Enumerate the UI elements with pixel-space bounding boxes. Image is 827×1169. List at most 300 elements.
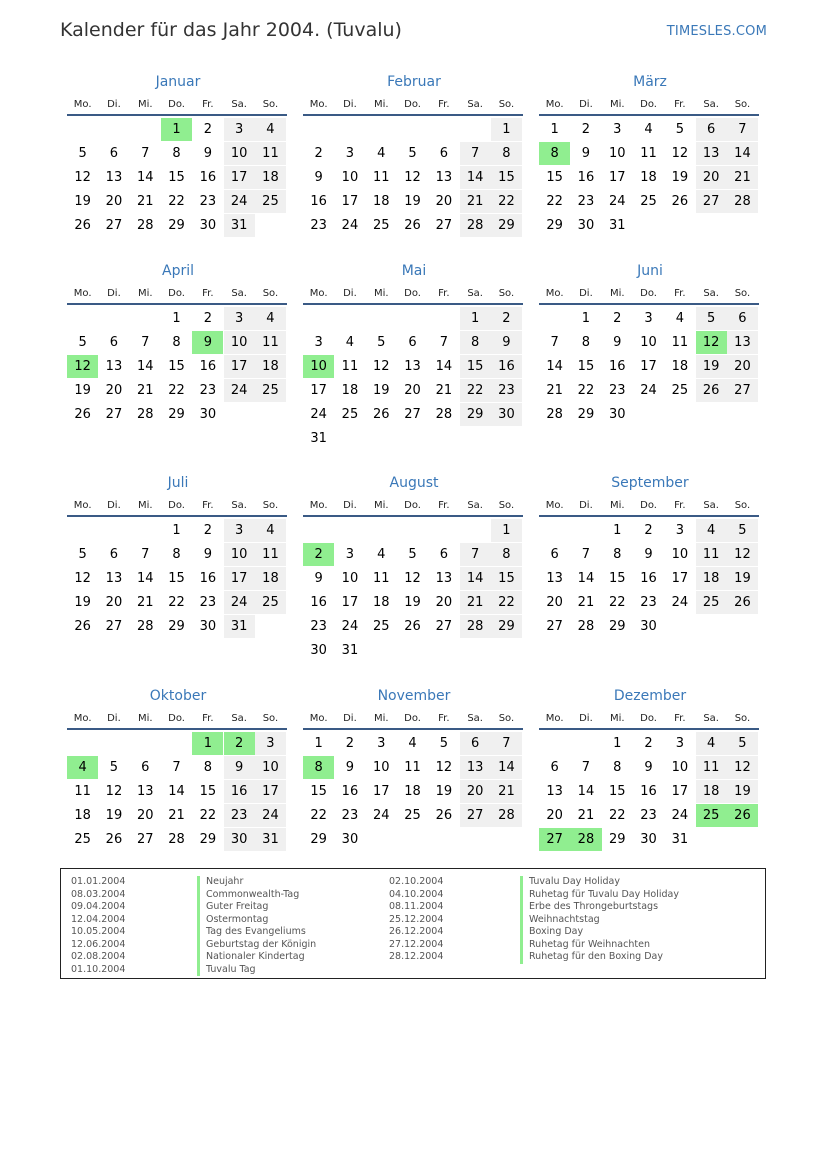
day-cell: 25 — [372, 218, 390, 233]
day-cell: 30 — [199, 218, 217, 233]
day-cell: 30 — [310, 643, 327, 658]
month-name: Januar — [155, 74, 201, 90]
day-cell: 5 — [109, 760, 119, 775]
legend-date: 02.10.2004 — [389, 876, 444, 887]
weekday-header: Fr. — [674, 99, 686, 110]
day-cell: 4 — [408, 736, 417, 751]
weekday-header: Di. — [579, 713, 593, 724]
holiday-day-cell: 4 — [67, 756, 98, 779]
day-cell: 19 — [74, 595, 91, 610]
day-cell: 11 — [255, 543, 286, 566]
day-cell: 3 — [345, 146, 355, 161]
day-cell: 6 — [109, 335, 119, 350]
day-cell: 7 — [460, 543, 491, 566]
day-cell: 5 — [727, 519, 758, 542]
day-cell: 27 — [404, 407, 421, 422]
day-cell: 5 — [78, 335, 87, 350]
day-cell: 30 — [341, 832, 359, 847]
day-cell: 23 — [199, 194, 217, 209]
day-cell: 7 — [581, 547, 591, 562]
day-cell: 8 — [613, 547, 622, 562]
day-cell: 3 — [613, 122, 622, 137]
day-cell: 5 — [727, 732, 758, 755]
day-cell: 23 — [608, 383, 626, 398]
day-cell: 5 — [439, 736, 448, 751]
day-cell: 11 — [341, 359, 359, 374]
day-cell: 18 — [696, 780, 727, 803]
holiday-day-cell: 2 — [224, 732, 255, 755]
day-cell: 20 — [546, 808, 563, 823]
day-cell: 28 — [435, 407, 453, 422]
day-cell: 17 — [671, 571, 689, 586]
weekday-header: Mi. — [609, 500, 625, 511]
day-cell: 17 — [671, 784, 689, 799]
day-cell: 3 — [255, 732, 286, 755]
day-cell: 15 — [168, 170, 185, 185]
day-cell: 25 — [372, 619, 390, 634]
holiday-day-cell: 9 — [192, 331, 223, 354]
month-name: Mai — [401, 263, 427, 279]
day-cell: 16 — [224, 780, 255, 803]
day-cell: 19 — [404, 595, 421, 610]
day-cell: 22 — [491, 190, 522, 213]
day-cell: 27 — [435, 218, 453, 233]
weekday-header: Mo. — [73, 288, 92, 299]
day-cell: 1 — [491, 118, 522, 141]
weekday-header: Do. — [640, 288, 657, 299]
legend-holiday-name: Boxing Day — [529, 926, 584, 937]
day-cell: 5 — [696, 307, 727, 330]
day-cell: 9 — [345, 760, 355, 775]
day-cell: 27 — [136, 832, 154, 847]
weekday-header: Mo. — [309, 99, 328, 110]
day-cell: 8 — [203, 760, 212, 775]
day-cell: 20 — [435, 595, 453, 610]
month-divider — [67, 114, 287, 116]
day-cell: 31 — [341, 643, 359, 658]
day-cell: 9 — [224, 756, 255, 779]
month-name: April — [162, 263, 194, 279]
day-cell: 21 — [727, 166, 758, 189]
day-cell: 17 — [224, 567, 255, 590]
day-cell: 23 — [199, 595, 217, 610]
day-cell: 8 — [491, 543, 522, 566]
day-cell: 22 — [577, 383, 595, 398]
day-cell: 23 — [640, 595, 657, 610]
day-cell: 23 — [491, 379, 522, 402]
day-cell: 18 — [255, 567, 286, 590]
weekday-header: Sa. — [467, 713, 483, 724]
day-cell: 4 — [696, 732, 727, 755]
day-cell: 17 — [372, 784, 390, 799]
day-cell: 29 — [199, 832, 217, 847]
day-cell: 13 — [404, 359, 421, 374]
day-cell: 25 — [696, 591, 727, 614]
day-cell: 21 — [491, 780, 522, 803]
day-cell: 2 — [491, 307, 522, 330]
day-cell: 31 — [255, 828, 286, 851]
day-cell: 3 — [314, 335, 323, 350]
weekday-header: Do. — [640, 99, 657, 110]
day-cell: 28 — [136, 619, 154, 634]
day-cell: 26 — [727, 591, 758, 614]
day-cell: 23 — [310, 619, 327, 634]
weekday-header: Sa. — [703, 288, 719, 299]
day-cell: 11 — [372, 170, 390, 185]
day-cell: 2 — [644, 523, 653, 538]
day-cell: 1 — [314, 736, 323, 751]
day-cell: 10 — [224, 331, 255, 354]
month-divider — [303, 728, 523, 730]
day-cell: 30 — [608, 407, 626, 422]
day-cell: 22 — [310, 808, 327, 823]
day-cell: 21 — [168, 808, 185, 823]
holiday-day-cell: 1 — [161, 118, 192, 141]
month-name: Oktober — [149, 688, 207, 704]
month-divider — [303, 114, 523, 116]
weekday-header: Do. — [168, 288, 185, 299]
day-cell: 13 — [105, 170, 123, 185]
month-divider — [303, 303, 523, 305]
day-cell: 17 — [224, 355, 255, 378]
day-cell: 27 — [696, 190, 727, 213]
day-cell: 13 — [105, 359, 123, 374]
day-cell: 30 — [224, 828, 255, 851]
day-cell: 12 — [435, 760, 453, 775]
day-cell: 14 — [460, 567, 491, 590]
day-cell: 3 — [675, 523, 684, 538]
day-cell: 12 — [74, 170, 91, 185]
day-cell: 18 — [404, 784, 421, 799]
day-cell: 10 — [372, 760, 390, 775]
weekday-header: Fr. — [674, 713, 686, 724]
day-cell: 4 — [644, 122, 653, 137]
day-cell: 1 — [172, 523, 181, 538]
day-cell: 12 — [404, 170, 421, 185]
day-cell: 21 — [460, 190, 491, 213]
day-cell: 16 — [608, 359, 626, 374]
day-cell: 12 — [372, 359, 390, 374]
day-cell: 16 — [310, 194, 327, 209]
day-cell: 22 — [168, 194, 185, 209]
weekday-header: So. — [734, 713, 751, 724]
day-cell: 3 — [224, 307, 255, 330]
day-cell: 25 — [640, 194, 657, 209]
weekday-header: Mo. — [545, 288, 564, 299]
day-cell: 31 — [224, 615, 255, 638]
day-cell: 4 — [675, 311, 684, 326]
day-cell: 21 — [577, 808, 595, 823]
day-cell: 15 — [608, 784, 626, 799]
day-cell: 6 — [550, 760, 559, 775]
day-cell: 10 — [255, 756, 286, 779]
legend-dates-left — [71, 876, 125, 976]
day-cell: 27 — [727, 379, 758, 402]
legend-holiday-name: Guter Freitag — [206, 901, 269, 912]
day-cell: 7 — [141, 335, 150, 350]
day-cell: 18 — [696, 567, 727, 590]
day-cell: 13 — [696, 142, 727, 165]
month-divider — [67, 303, 287, 305]
weekday-header: Di. — [343, 500, 357, 511]
weekday-header: Do. — [168, 500, 185, 511]
weekday-header: Fr. — [438, 500, 450, 511]
day-cell: 20 — [546, 595, 563, 610]
legend-date: 10.05.2004 — [71, 926, 126, 937]
weekday-header: Di. — [579, 288, 593, 299]
day-cell: 18 — [640, 170, 657, 185]
day-cell: 22 — [460, 379, 491, 402]
weekday-header: So. — [498, 500, 515, 511]
day-cell: 22 — [199, 808, 217, 823]
weekday-header: Mo. — [545, 713, 564, 724]
day-cell: 14 — [577, 784, 595, 799]
day-cell: 16 — [199, 170, 217, 185]
day-cell: 12 — [105, 784, 123, 799]
weekday-header: Sa. — [231, 713, 247, 724]
day-cell: 1 — [581, 311, 591, 326]
day-cell: 11 — [640, 146, 657, 161]
day-cell: 16 — [199, 571, 217, 586]
weekday-header: Mo. — [309, 288, 328, 299]
day-cell: 24 — [640, 383, 657, 398]
day-cell: 10 — [640, 335, 657, 350]
day-cell: 29 — [460, 403, 491, 426]
day-cell: 11 — [74, 784, 91, 799]
day-cell: 2 — [203, 523, 212, 538]
legend-holiday-name: Tuvalu Tag — [206, 963, 256, 975]
day-cell: 22 — [608, 808, 626, 823]
day-cell: 7 — [460, 142, 491, 165]
day-cell: 29 — [608, 619, 626, 634]
day-cell: 4 — [696, 519, 727, 542]
weekday-header: Do. — [168, 713, 185, 724]
month-name: Dezember — [613, 688, 687, 704]
day-cell: 30 — [199, 619, 217, 634]
day-cell: 25 — [341, 407, 359, 422]
day-cell: 4 — [377, 547, 386, 562]
day-cell: 6 — [109, 146, 119, 161]
day-cell: 24 — [255, 804, 286, 827]
legend-date: 27.12.2004 — [389, 938, 444, 950]
weekday-header: Fr. — [674, 288, 686, 299]
day-cell: 20 — [105, 595, 123, 610]
day-cell: 30 — [491, 403, 522, 426]
weekday-header: Fr. — [674, 500, 686, 511]
legend-holiday-name: Ostermontag — [206, 913, 269, 925]
day-cell: 12 — [671, 146, 689, 161]
day-cell: 15 — [168, 359, 185, 374]
day-cell: 9 — [314, 571, 323, 586]
day-cell: 14 — [136, 359, 154, 374]
day-cell: 20 — [105, 194, 123, 209]
weekday-header: Mo. — [73, 99, 92, 110]
day-cell: 17 — [224, 166, 255, 189]
holiday-day-cell: 8 — [539, 142, 570, 165]
day-cell: 12 — [727, 543, 758, 566]
day-cell: 15 — [608, 571, 626, 586]
weekday-header: Sa. — [467, 99, 483, 110]
day-cell: 8 — [172, 146, 181, 161]
day-cell: 29 — [168, 407, 185, 422]
legend-holiday-name: Weihnachtstag — [529, 913, 600, 925]
day-cell: 7 — [141, 547, 150, 562]
day-cell: 20 — [460, 780, 491, 803]
day-cell: 29 — [546, 218, 563, 233]
legend-holiday-name: Nationaler Kindertag — [206, 951, 305, 962]
day-cell: 23 — [341, 808, 359, 823]
day-cell: 6 — [460, 732, 491, 755]
day-cell: 3 — [377, 736, 386, 751]
month-name: August — [389, 475, 439, 491]
legend-date: 12.04.2004 — [71, 913, 126, 925]
day-cell: 28 — [727, 190, 758, 213]
day-cell: 26 — [74, 218, 91, 233]
day-cell: 28 — [460, 615, 491, 638]
weekday-header: Mi. — [609, 713, 625, 724]
day-cell: 20 — [696, 166, 727, 189]
day-cell: 24 — [224, 190, 255, 213]
day-cell: 11 — [696, 543, 727, 566]
day-cell: 9 — [491, 331, 522, 354]
day-cell: 24 — [671, 595, 689, 610]
day-cell: 22 — [608, 595, 626, 610]
day-cell: 19 — [727, 780, 758, 803]
legend-holiday-name: Geburtstag der Königin — [206, 938, 317, 950]
day-cell: 17 — [608, 170, 626, 185]
legend-names-left — [197, 876, 316, 976]
day-cell: 25 — [671, 383, 689, 398]
legend-dates-right — [389, 876, 443, 964]
day-cell: 5 — [78, 146, 87, 161]
day-cell: 1 — [550, 122, 559, 137]
weekday-header: Di. — [579, 500, 593, 511]
day-cell: 26 — [372, 407, 390, 422]
legend-date: 28.12.2004 — [389, 951, 444, 962]
day-cell: 15 — [168, 571, 185, 586]
day-cell: 15 — [491, 567, 522, 590]
weekday-header: Mo. — [545, 99, 564, 110]
day-cell: 26 — [105, 832, 123, 847]
day-cell: 18 — [255, 166, 286, 189]
day-cell: 29 — [168, 218, 185, 233]
holiday-day-cell: 1 — [192, 732, 223, 755]
weekday-header: Fr. — [438, 288, 450, 299]
weekday-header: So. — [262, 99, 279, 110]
day-cell: 18 — [255, 355, 286, 378]
day-cell: 21 — [136, 194, 154, 209]
day-cell: 28 — [546, 407, 563, 422]
weekday-header: Mi. — [137, 713, 153, 724]
day-cell: 14 — [168, 784, 185, 799]
day-cell: 23 — [199, 383, 217, 398]
day-cell: 14 — [491, 756, 522, 779]
day-cell: 6 — [727, 307, 758, 330]
weekday-header: Do. — [640, 713, 657, 724]
day-cell: 18 — [671, 359, 689, 374]
legend-date: 26.12.2004 — [389, 926, 444, 937]
weekday-header: Sa. — [231, 99, 247, 110]
weekday-header: Mi. — [609, 99, 625, 110]
day-cell: 8 — [172, 547, 181, 562]
weekday-header: So. — [498, 713, 515, 724]
weekday-header: Sa. — [231, 288, 247, 299]
holiday-day-cell: 25 — [696, 804, 727, 827]
weekday-header: Mi. — [373, 500, 389, 511]
month-name: Februar — [387, 74, 441, 90]
day-cell: 27 — [546, 619, 563, 634]
day-cell: 25 — [255, 591, 286, 614]
weekday-header: So. — [734, 99, 751, 110]
legend-date: 12.06.2004 — [71, 938, 126, 950]
day-cell: 28 — [460, 214, 491, 237]
weekday-header: Di. — [343, 713, 357, 724]
day-cell: 19 — [696, 355, 727, 378]
day-cell: 22 — [168, 595, 185, 610]
day-cell: 16 — [491, 355, 522, 378]
day-cell: 23 — [310, 218, 327, 233]
weekday-header: Sa. — [703, 500, 719, 511]
day-cell: 21 — [435, 383, 453, 398]
day-cell: 7 — [550, 335, 559, 350]
day-cell: 17 — [640, 359, 657, 374]
weekday-header: So. — [734, 500, 751, 511]
day-cell: 28 — [136, 218, 154, 233]
day-cell: 2 — [581, 122, 591, 137]
weekday-header: Mi. — [609, 288, 625, 299]
day-cell: 14 — [136, 571, 154, 586]
weekday-header: Mo. — [309, 713, 328, 724]
month-name: Juli — [167, 475, 189, 491]
day-cell: 14 — [136, 170, 154, 185]
day-cell: 5 — [408, 146, 417, 161]
day-cell: 6 — [109, 547, 119, 562]
day-cell: 6 — [141, 760, 150, 775]
day-cell: 4 — [255, 118, 286, 141]
holiday-day-cell: 12 — [67, 355, 98, 378]
legend-date: 08.11.2004 — [389, 901, 444, 912]
weekday-header: Sa. — [231, 500, 247, 511]
day-cell: 29 — [491, 214, 522, 237]
day-cell: 9 — [644, 547, 653, 562]
weekday-header: Fr. — [438, 713, 450, 724]
month-divider — [539, 114, 759, 116]
page-title: Kalender für das Jahr 2004. (Tuvalu) — [60, 19, 402, 41]
weekday-header: Di. — [579, 99, 593, 110]
day-cell: 15 — [310, 784, 327, 799]
legend-date: 01.10.2004 — [71, 963, 126, 975]
weekday-header: Mi. — [373, 713, 389, 724]
weekday-header: So. — [262, 288, 279, 299]
month-name: November — [377, 688, 451, 704]
day-cell: 16 — [310, 595, 327, 610]
day-cell: 30 — [640, 832, 657, 847]
weekday-header: Sa. — [703, 99, 719, 110]
day-cell: 24 — [224, 591, 255, 614]
day-cell: 24 — [224, 379, 255, 402]
day-cell: 14 — [577, 571, 595, 586]
day-cell: 24 — [372, 808, 390, 823]
day-cell: 5 — [78, 547, 87, 562]
day-cell: 25 — [255, 190, 286, 213]
day-cell: 1 — [491, 519, 522, 542]
day-cell: 22 — [546, 194, 563, 209]
weekday-header: Do. — [404, 500, 421, 511]
day-cell: 30 — [577, 218, 595, 233]
day-cell: 13 — [136, 784, 154, 799]
day-cell: 10 — [341, 170, 359, 185]
site-link[interactable]: TIMESLES.COM — [666, 24, 767, 39]
